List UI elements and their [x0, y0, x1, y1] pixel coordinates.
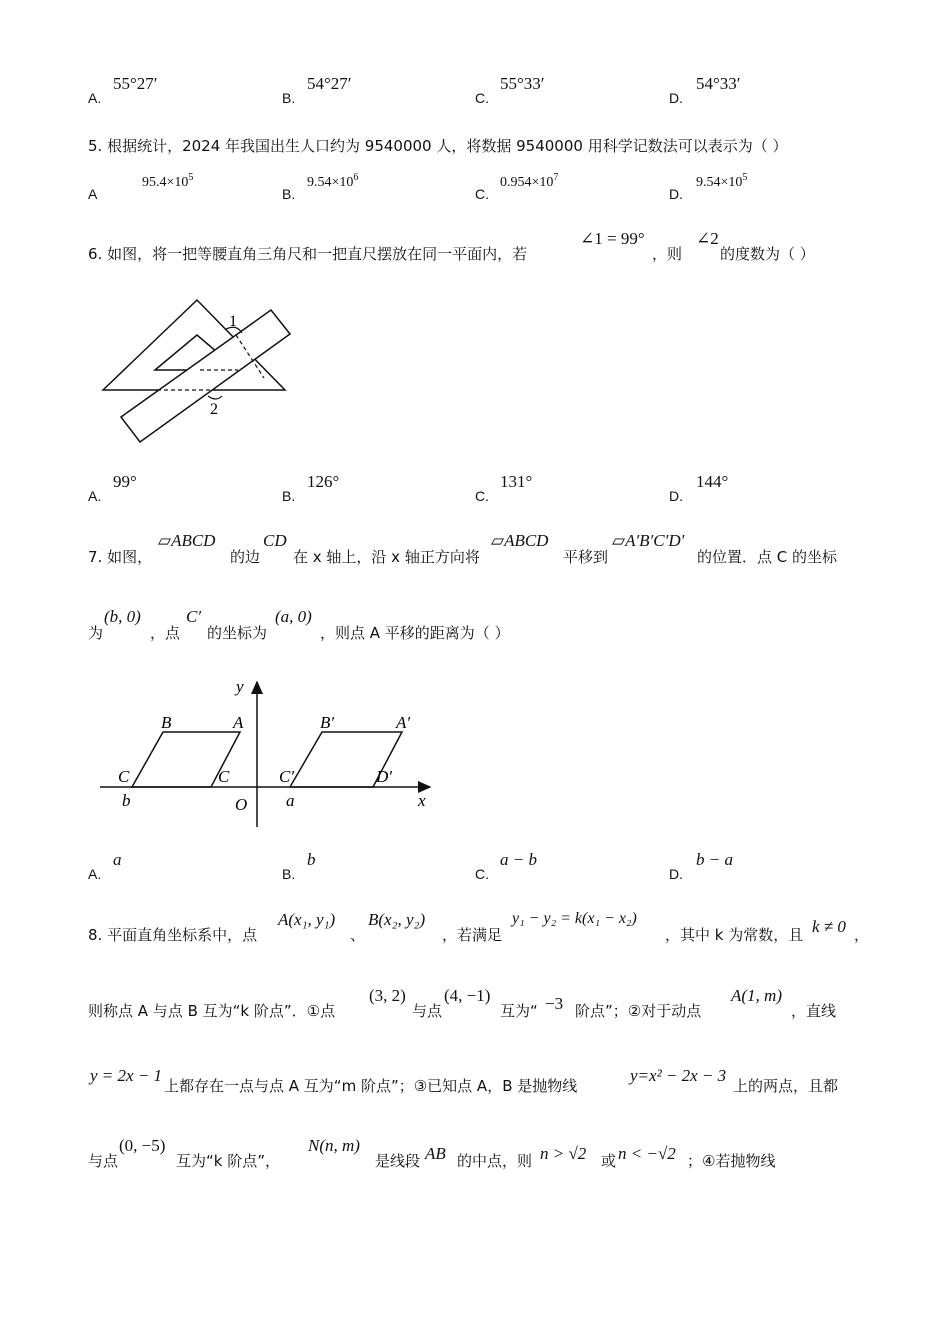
q7-label-x: x — [418, 791, 426, 810]
q4-option-d-value: 54°33′ — [696, 74, 741, 93]
q4-option-c-value: 55°33′ — [500, 74, 545, 93]
q7-text-7: ，点 — [150, 624, 181, 642]
q7-label-C-left: C — [118, 767, 130, 786]
q7-label-B: B — [161, 713, 172, 732]
q7-label-a: a — [286, 791, 295, 810]
q6-target-angle: ∠2 — [696, 229, 719, 248]
q7-text-9: ，则点 A 平移的距离为（ ） — [320, 624, 510, 642]
q8-line2-text-c: 互为“ — [500, 1002, 538, 1020]
q8-line4-text-f: ；④若抛物线 — [687, 1152, 776, 1170]
q4-option-b-letter: B. — [282, 90, 296, 106]
q8-line4-text-a: 与点 — [88, 1152, 119, 1170]
q8-line4-text-b: 互为“k 阶点”， — [176, 1152, 280, 1170]
q4-option-d-letter: D. — [669, 90, 683, 106]
q8-ineq-1: n > √2 — [540, 1144, 587, 1163]
q8-line1-text-c: ，若满足 — [442, 926, 503, 944]
q6-option-d-letter: D. — [669, 488, 683, 504]
q8-point-a1m: A(1, m) — [731, 986, 782, 1005]
q7-math-7: (a, 0) — [275, 607, 312, 626]
q7-text-1: 7. 如图， — [88, 548, 153, 566]
q6-stem-text-c: 的度数为（ ） — [720, 245, 815, 263]
q5-option-b-letter: B. — [282, 186, 296, 202]
q5-option-c-letter: C. — [475, 186, 489, 202]
q8-line1-text-b: 、 — [350, 926, 366, 944]
q4-option-c-letter: C. — [475, 90, 489, 106]
q6-stem-text-b: ，则 — [652, 245, 683, 263]
q7-label-C-prime: C′ — [279, 767, 295, 786]
q4-option-a-letter: A. — [88, 90, 102, 106]
q7-math-2: CD — [263, 531, 287, 550]
q6-option-d-value: 144° — [696, 472, 729, 491]
q4-option-a-value: 55°27′ — [113, 74, 158, 93]
q7-label-C-mid: C — [218, 767, 230, 786]
q7-option-c-value: a − b — [500, 850, 537, 869]
q8-point-n: N(n, m) — [308, 1136, 360, 1155]
q7-label-A-prime: A′ — [396, 713, 411, 732]
q6-condition: ∠1 = 99° — [580, 229, 645, 248]
q6-option-c-value: 131° — [500, 472, 533, 491]
q7-option-a-letter: A. — [88, 866, 102, 882]
q7-text-2: 的边 — [230, 548, 261, 566]
q7-option-a-value: a — [113, 850, 122, 869]
q5-option-a-letter: A — [88, 186, 98, 202]
q7-text-4: 平移到 — [563, 548, 609, 566]
q7-option-d-value: b − a — [696, 850, 733, 869]
q7-label-A: A — [233, 713, 244, 732]
q7-figure — [90, 672, 440, 837]
q8-line3-text-b: 上的两点，且都 — [733, 1077, 839, 1095]
q7-math-6: C′ — [186, 607, 202, 626]
q6-option-a-letter: A. — [88, 488, 102, 504]
q8-point-32: (3, 2) — [369, 986, 406, 1005]
q7-text-6: 为 — [88, 624, 104, 642]
q6-figure — [90, 290, 310, 455]
q8-line1-text-d: ，其中 k 为常数，且 — [665, 926, 804, 944]
q5-option-c-value: $0.954\times 10^7$ — [500, 172, 559, 190]
q8-point-0-neg5: (0, −5) — [119, 1136, 166, 1155]
q8-point-b: B(x₂, y₂) — [368, 910, 426, 929]
q7-option-d-letter: D. — [669, 866, 683, 882]
q4-option-b-value: 54°27′ — [307, 74, 352, 93]
q8-condition: y₁ − y₂ = k(x₁ − x₂) — [512, 910, 637, 927]
q6-label-1: 1 — [229, 313, 237, 330]
q7-option-c-letter: C. — [475, 866, 489, 882]
q7-math-1: ▱ABCD — [158, 531, 216, 550]
q6-option-a-value: 99° — [113, 472, 137, 491]
q8-segment-ab: AB — [425, 1144, 446, 1163]
q5-option-a-value: $95.4\times 10^5$ — [142, 172, 194, 190]
q8-line3-text-a: 上都存在一点与点 A 互为“m 阶点”；③已知点 A，B 是抛物线 — [164, 1077, 578, 1095]
q7-text-5: 的位置．点 C 的坐标 — [697, 548, 838, 566]
q6-option-b-letter: B. — [282, 488, 296, 504]
q5-option-b-value: $9.54\times 10^6$ — [307, 172, 359, 190]
q7-label-y: y — [236, 677, 244, 696]
q5-stem: 5. 根据统计，2024 年我国出生人口约为 9540000 人，将数据 9540000 用科学记数法可以表示为（ ） — [88, 137, 788, 155]
q6-option-c-letter: C. — [475, 488, 489, 504]
q6-stem-text-a: 6. 如图，将一把等腰直角三角尺和一把直尺摆放在同一平面内，若 — [88, 245, 528, 263]
q8-parabola: y=x² − 2x − 3 — [630, 1066, 727, 1085]
q7-math-4: ▱A′B′C′D′ — [612, 531, 685, 550]
q8-neg3: −3 — [545, 994, 564, 1013]
q8-line1-text-e: ， — [854, 926, 870, 944]
q8-line4-text-c: 是线段 — [375, 1152, 421, 1170]
q6-angle2-arc — [208, 396, 222, 399]
q7-math-5: (b, 0) — [104, 607, 141, 626]
q8-line2-text-d: 阶点”；②对于动点 — [575, 1002, 702, 1020]
q8-line-equation: y = 2x − 1 — [90, 1066, 163, 1085]
q6-label-2: 2 — [210, 401, 218, 418]
q7-label-D-prime: D′ — [376, 767, 392, 786]
q6-ruler — [121, 310, 290, 442]
q7-option-b-letter: B. — [282, 866, 296, 882]
q7-text-8: 的坐标为 — [207, 624, 268, 642]
q8-line4-text-e: 或 — [601, 1152, 617, 1170]
q7-option-b-value: b — [307, 850, 316, 869]
q6-option-b-value: 126° — [307, 472, 340, 491]
q7-label-origin: O — [235, 795, 248, 814]
q8-line4-text-d: 的中点，则 — [457, 1152, 533, 1170]
q7-text-3: 在 x 轴上，沿 x 轴正方向将 — [293, 548, 480, 566]
q8-line1-text-a: 8. 平面直角坐标系中，点 — [88, 926, 258, 944]
q7-math-3: ▱ABCD — [491, 531, 549, 550]
q8-line2-text-e: ，直线 — [791, 1002, 837, 1020]
q5-option-d-letter: D. — [669, 186, 683, 202]
q7-label-B-prime: B′ — [320, 713, 335, 732]
q7-label-b: b — [122, 791, 131, 810]
q5-option-d-value: $9.54\times 10^5$ — [696, 172, 748, 190]
q8-line2-text-b: 与点 — [412, 1002, 443, 1020]
q8-ineq-2: n < −√2 — [618, 1144, 676, 1163]
q8-point-a: A(x₁, y₁) — [278, 910, 336, 929]
q8-point-4-neg1: (4, −1) — [444, 986, 491, 1005]
q8-k-nonzero: k ≠ 0 — [812, 917, 846, 936]
q8-line2-text-a: 则称点 A 与点 B 互为“k 阶点”．①点 — [88, 1002, 336, 1020]
